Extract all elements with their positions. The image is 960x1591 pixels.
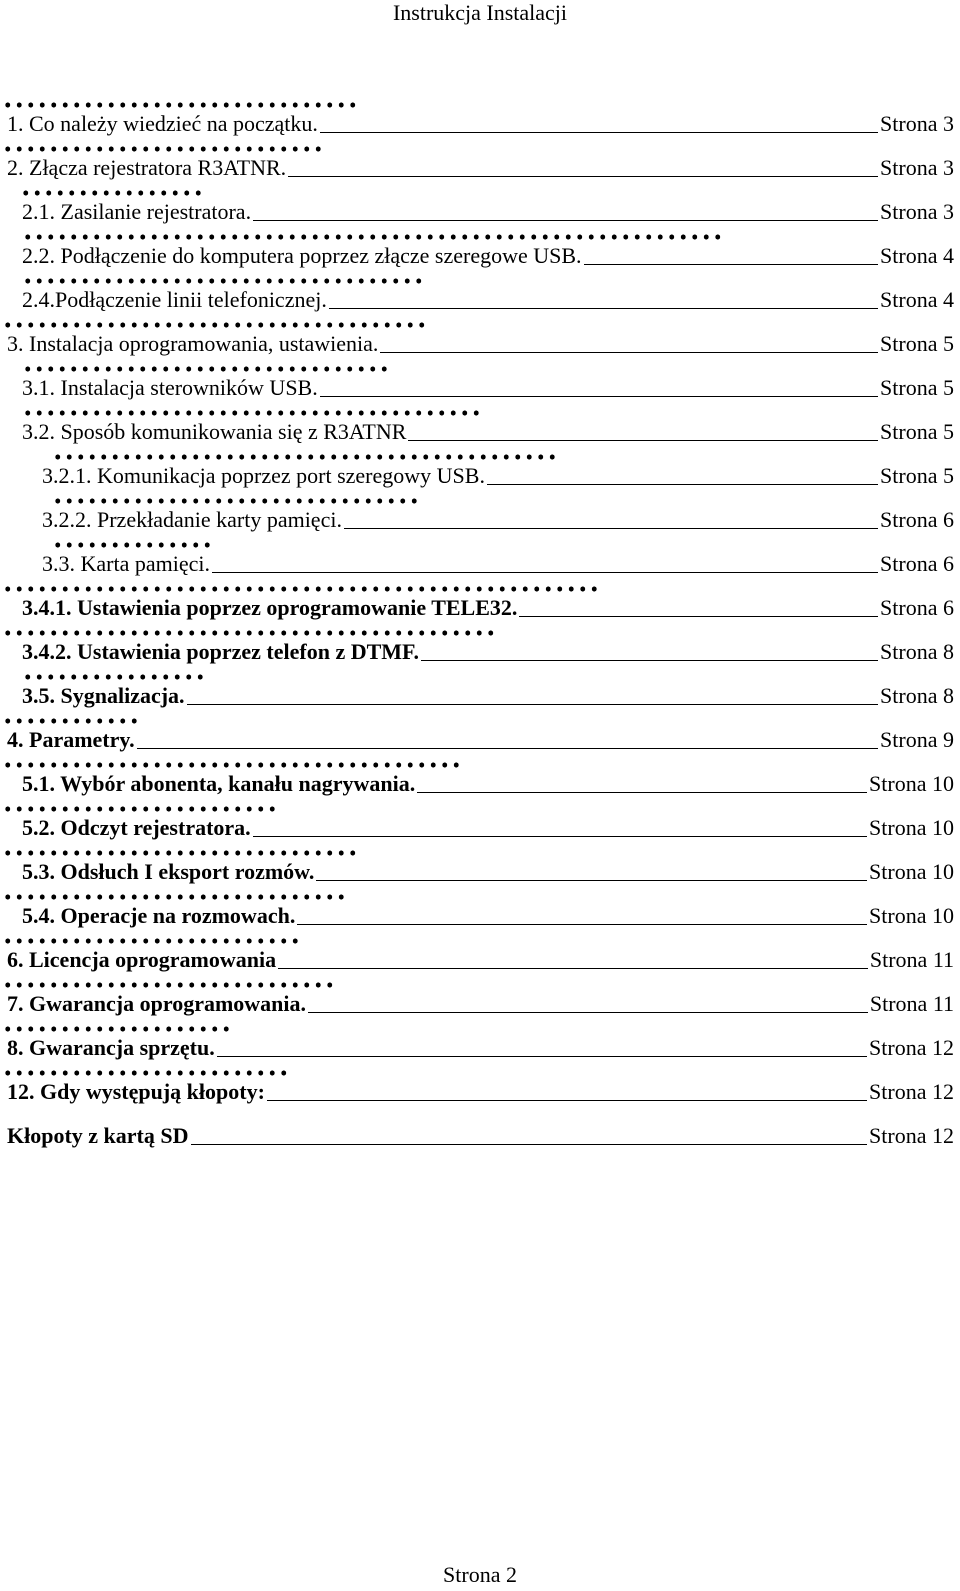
dotted-underline-decoration <box>2 1026 232 1032</box>
toc-entry-title: 3.1. Instalacja sterowników USB. <box>22 375 318 400</box>
toc-entry[interactable] <box>0 580 954 624</box>
dotted-underline-decoration <box>52 542 213 548</box>
dotted-underline-decoration <box>2 850 359 856</box>
toc-entry-title: 3.3. Karta pamięci. <box>42 551 210 576</box>
toc-entry-page: Strona 6 <box>880 595 954 620</box>
toc-entry-title: 1. Co należy wiedzieć na początku. <box>7 111 318 136</box>
dotted-underline-decoration <box>52 498 420 504</box>
toc-entry-page: Strona 9 <box>880 727 954 752</box>
toc-entry-title: 2.1. Zasilanie rejestratora. <box>22 199 252 224</box>
toc-entry[interactable] <box>0 800 954 844</box>
toc-entry-page: Strona 10 <box>869 903 954 928</box>
toc-leader-line <box>316 880 867 881</box>
toc-entry-page: Strona 4 <box>880 287 954 312</box>
toc-entry-page: Strona 6 <box>880 551 954 576</box>
dotted-underline-decoration <box>2 806 278 812</box>
toc-entry-page: Strona 12 <box>869 1035 954 1060</box>
toc-leader-line <box>288 176 878 177</box>
toc-leader-line <box>278 968 868 969</box>
dotted-underline-decoration <box>22 674 206 680</box>
toc-entry-title: 3.4.1. Ustawienia poprzez oprogramowanie TELE32. <box>22 595 518 620</box>
toc-entry-page: Strona 10 <box>869 815 954 840</box>
toc-entry-title: Kłopoty z kartą SD <box>7 1123 189 1148</box>
toc-entry-title: 7. Gwarancja oprogramowania. <box>7 991 307 1016</box>
dotted-underline-decoration <box>2 586 600 592</box>
toc-entry-page: Strona 3 <box>880 111 954 136</box>
toc-leader-line <box>187 704 878 705</box>
dotted-underline-decoration <box>2 982 336 988</box>
dotted-underline-decoration <box>2 102 359 108</box>
toc-entry-title: 5.2. Odczyt rejestratora. <box>22 815 251 840</box>
toc-entry[interactable] <box>0 888 954 932</box>
toc-entry[interactable] <box>0 1020 954 1064</box>
toc-leader-line <box>380 352 878 353</box>
toc-entry[interactable] <box>0 184 954 228</box>
table-of-contents <box>0 96 954 1152</box>
toc-leader-line <box>137 748 878 749</box>
toc-entry[interactable] <box>0 976 954 1020</box>
toc-entry-page: Strona 12 <box>869 1123 954 1148</box>
toc-entry[interactable] <box>0 404 954 448</box>
toc-entry-title: 2. Złącza rejestratora R3ATNR. <box>7 155 287 180</box>
toc-leader-line <box>191 1144 868 1145</box>
toc-entry-title: 3. Instalacja oprogramowania, ustawienia. <box>7 331 379 356</box>
dotted-underline-decoration <box>52 454 558 460</box>
toc-entry-page: Strona 3 <box>880 199 954 224</box>
toc-entry-page: Strona 6 <box>880 507 954 532</box>
toc-entry-page: Strona 12 <box>869 1079 954 1104</box>
dotted-underline-decoration <box>22 234 724 240</box>
page-header: Instrukcja Instalacji <box>392 0 568 25</box>
toc-entry[interactable] <box>0 272 954 316</box>
toc-entry-page: Strona 5 <box>880 463 954 488</box>
toc-entry[interactable] <box>0 492 954 536</box>
toc-entry[interactable] <box>0 140 954 184</box>
toc-entry-title: 3.4.2. Ustawienia poprzez telefon z DTMF. <box>22 639 419 664</box>
page-number: Strona 2 <box>443 1562 517 1587</box>
toc-entry-title: 2.4.Podłączenie linii telefonicznej. <box>22 287 327 312</box>
toc-entry-title: 3.2.1. Komunikacja poprzez port szeregowy USB. <box>42 463 485 488</box>
toc-entry-page: Strona 5 <box>880 375 954 400</box>
toc-entry[interactable] <box>0 448 954 492</box>
toc-entry-title: 3.2. Sposób komunikowania się z R3ATNR <box>22 419 407 444</box>
dotted-underline-decoration <box>2 146 324 152</box>
toc-entry-title: 12. Gdy występują kłopoty: <box>7 1079 265 1104</box>
toc-leader-line <box>320 396 878 397</box>
toc-entry-title: 5.4. Operacje na rozmowach. <box>22 903 296 928</box>
toc-entry-page: Strona 11 <box>869 947 954 972</box>
toc-leader-line <box>487 484 878 485</box>
toc-entry[interactable] <box>0 360 954 404</box>
toc-leader-line <box>308 1012 868 1013</box>
toc-entry-title: 3.5. Sygnalizacja. <box>22 683 185 708</box>
toc-entry-page: Strona 3 <box>880 155 954 180</box>
toc-entry-title: 5.3. Odsłuch I eksport rozmów. <box>22 859 315 884</box>
toc-entry[interactable] <box>0 756 954 800</box>
toc-leader-line <box>297 924 867 925</box>
dotted-underline-decoration <box>2 718 140 724</box>
toc-entry[interactable] <box>0 316 954 360</box>
dotted-underline-decoration <box>20 190 204 196</box>
dotted-underline-decoration <box>22 410 482 416</box>
toc-entry[interactable] <box>0 844 954 888</box>
toc-entry-page: Strona 5 <box>880 331 954 356</box>
toc-leader-line <box>217 1056 867 1057</box>
toc-leader-line <box>329 308 878 309</box>
toc-entry-title: 3.2.2. Przekładanie karty pamięci. <box>42 507 342 532</box>
dotted-underline-decoration <box>2 1070 290 1076</box>
toc-entry-title: 6. Licencja oprogramowania <box>7 947 277 972</box>
dotted-underline-decoration <box>2 938 301 944</box>
toc-entry[interactable] <box>0 1108 954 1152</box>
toc-leader-line <box>519 616 878 617</box>
dotted-underline-decoration <box>22 366 390 372</box>
toc-entry-title: 5.1. Wybór abonenta, kanału nagrywania. <box>22 771 416 796</box>
toc-entry[interactable] <box>0 668 954 712</box>
toc-entry-page: Strona 8 <box>880 683 954 708</box>
toc-leader-line <box>267 1100 867 1101</box>
toc-entry-title: 2.2. Podłączenie do komputera poprzez złącze szeregowe USB. <box>22 243 582 268</box>
toc-entry-page: Strona 4 <box>880 243 954 268</box>
toc-entry-page: Strona 5 <box>880 419 954 444</box>
toc-leader-line <box>584 264 878 265</box>
dotted-underline-decoration <box>2 630 497 636</box>
toc-leader-line <box>253 836 867 837</box>
toc-entry-page: Strona 8 <box>880 639 954 664</box>
toc-entry[interactable] <box>0 228 954 272</box>
toc-entry-title: 8. Gwarancja sprzętu. <box>7 1035 215 1060</box>
toc-entry-page: Strona 10 <box>869 859 954 884</box>
toc-leader-line <box>417 792 867 793</box>
toc-entry[interactable] <box>0 932 954 976</box>
toc-entry-page: Strona 10 <box>869 771 954 796</box>
toc-leader-line <box>344 528 878 529</box>
toc-entry[interactable] <box>0 96 954 140</box>
dotted-underline-decoration <box>22 278 425 284</box>
toc-leader-line <box>408 440 878 441</box>
dotted-underline-decoration <box>2 894 347 900</box>
toc-entry-title: 4. Parametry. <box>7 727 135 752</box>
toc-entry[interactable] <box>0 624 954 668</box>
toc-entry-page: Strona 11 <box>869 991 954 1016</box>
toc-entry[interactable] <box>0 712 954 756</box>
toc-entry[interactable] <box>0 1064 954 1108</box>
toc-entry[interactable] <box>0 536 954 580</box>
dotted-underline-decoration <box>2 322 428 328</box>
toc-leader-line <box>320 132 878 133</box>
dotted-underline-decoration <box>2 762 462 768</box>
toc-leader-line <box>421 660 878 661</box>
toc-leader-line <box>212 572 878 573</box>
toc-leader-line <box>253 220 878 221</box>
